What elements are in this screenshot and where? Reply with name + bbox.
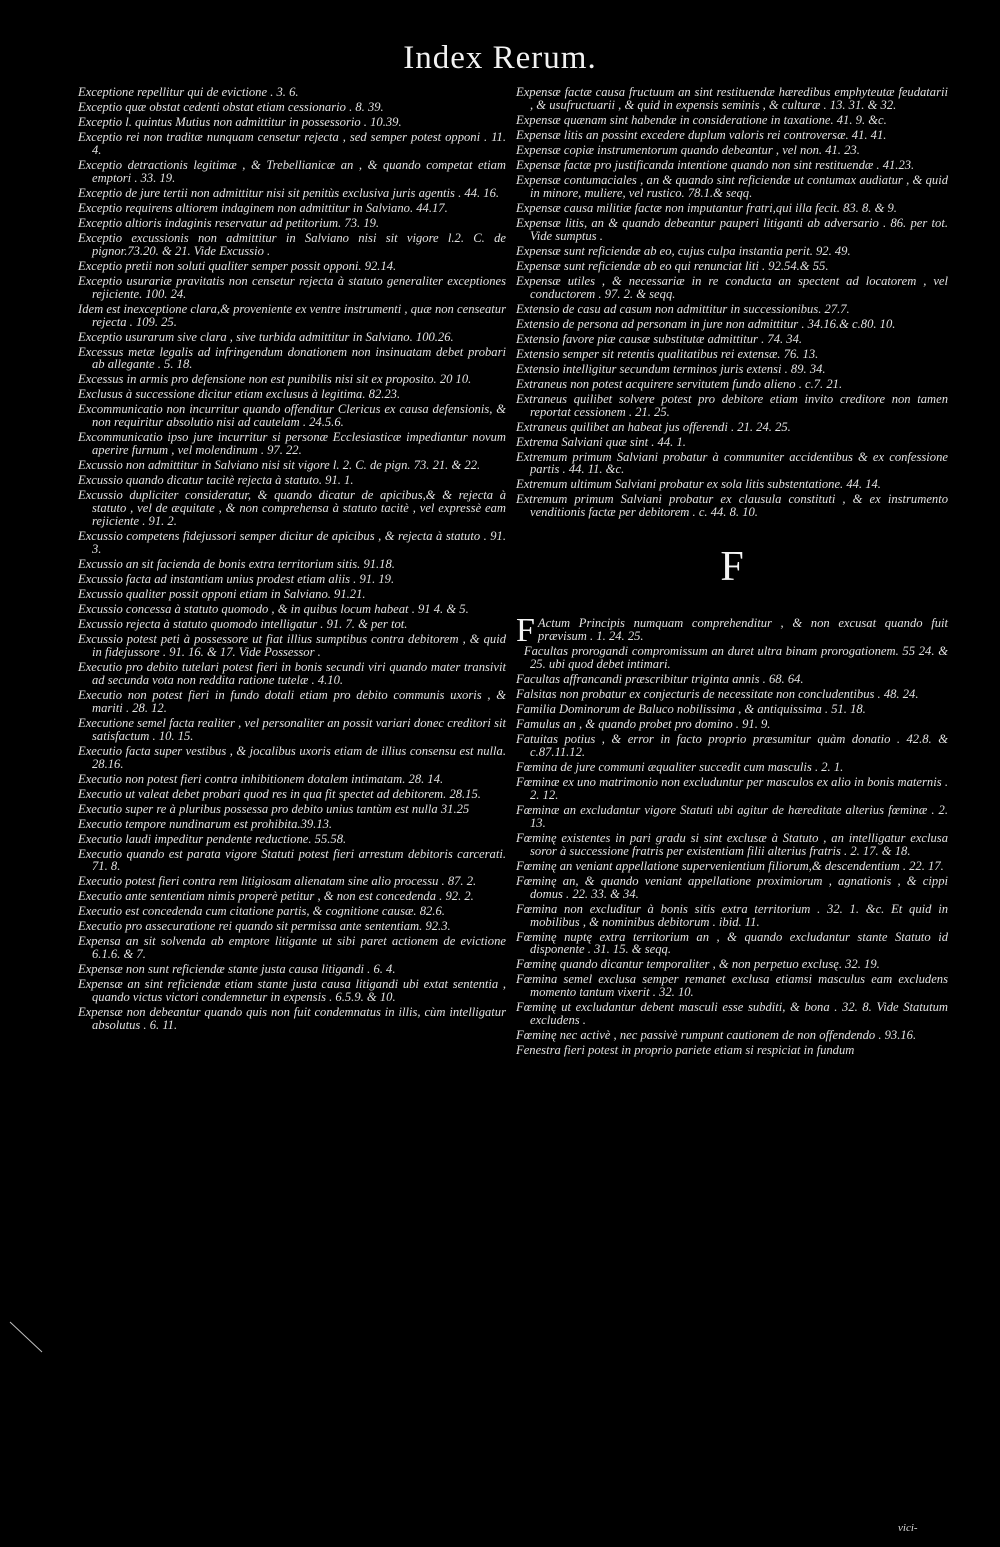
index-entry: Excussio rejecta à statuto quomodo intelligatur . 91. 7. & per tot. <box>78 616 408 631</box>
index-entry: Fenestra fieri potest in proprio pariete etiam si respiciat in fundum <box>516 1043 855 1058</box>
index-entry: Facultas affrancandi præscribitur triginta annis . 68. 64. <box>516 672 804 687</box>
index-entry: Facultas prorogandi compromissum an duret ultra binam prorogationem. 55 24. & 25. ubi quod debet intimari. <box>523 644 948 672</box>
index-entry: Falsitas non probatur ex conjecturis de necessitate non concludentibus . 48. 24. <box>516 687 919 702</box>
index-entry: Exceptio requirens altiorem indaginem non admittitur in Salviano. 44.17. <box>78 200 448 215</box>
index-entry: Executio ut valeat debet probari quod res in qua fit spectet ad debitorem. 28.15. <box>78 786 481 801</box>
index-entry: Exceptio altioris indaginis reservatur ad petitorium. 73. 19. <box>78 215 380 230</box>
index-entry: Exceptio l. quintus Mutius non admittitur in possessorio . 10.39. <box>78 115 402 129</box>
index-entry: Excessus in armis pro defensione non est punibilis nisi sit ex proposito. 20 10. <box>78 372 472 387</box>
margin-pen-stroke <box>8 1320 44 1354</box>
index-entry: Extraneus quilibet an habeat jus offerendi . 21. 24. 25. <box>516 419 791 434</box>
index-entry: Excommunicatio non incurritur quando offenditur Clericus ex causa defensionis, & non requiritur absolutio nisi ad cautelam . 24.5.6. <box>78 402 506 430</box>
index-entry: Excussio qualiter possit opponi etiam in Salviano. 91.21. <box>78 586 366 601</box>
index-entry: Fatuitas potius , & error in facto proprio præsumitur quàm donatio . 42.8. & c.87.11.12. <box>516 732 948 759</box>
index-entry: Familia Dominorum de Baluco nobilissima , & antiquissima . 51. 18. <box>516 702 866 717</box>
f-entry-list <box>516 645 948 1057</box>
index-entry: Exclusus à successione dicitur etiam exclusus à legitima. 82.23. <box>78 387 401 402</box>
index-entry: Executio non potest fieri contra inhibitionem dotalem intimatam. 28. 14. <box>78 771 444 786</box>
index-entry: Executio tempore nundinarum est prohibita.39.13. <box>78 816 333 831</box>
index-entry: Executio pro debito tutelari potest fieri in bonis secundi viri quando mater transivit ad secunda vota non reddita ratione tutelæ . 4.10. <box>78 659 506 687</box>
index-entry: Expensæ sunt reficiendæ ab eo qui renunciat liti . 92.54.& 55. <box>516 258 829 273</box>
index-entry: Exceptio quæ obstat cedenti obstat etiam cessionario . 8. 39. <box>78 100 384 114</box>
index-entry: Fœmina non excluditur à bonis sitis extra territorium . 32. 1. &c. Et quid in mobilibus , & nominibus debitorum . ibid. 11. <box>516 901 948 929</box>
index-entry: Fœminę existentes in pari gradu si sint exclusæ à Statuto , an intelligatur exclusa soror à successione fratris per existentiam filii alterius fratris . 2. 17. & 18. <box>516 830 948 858</box>
index-entry: Exceptio pretii non soluti qualiter semper possit opponi. 92.14. <box>78 258 397 273</box>
index-entry: Extensio semper sit retentis qualitatibus rei extensæ. 76. 13. <box>516 346 819 361</box>
index-entry: Expensæ an sint reficiendæ etiam stante justa causa litigandi ubi extat sententia , quando victus victori condemnetur in expensis . 6.5.9. & 10. <box>78 977 506 1005</box>
index-entry: Extensio favore piæ causæ substitutæ admittitur . 74. 34. <box>516 331 803 346</box>
index-entry: Extraneus quilibet solvere potest pro debitore etiam invito creditore non tamen reportat cessionem . 21. 25. <box>516 391 948 419</box>
index-entry: Expensæ non debeantur quando quis non fuit condemnatus in illis, cùm intelligatur absolutus . 6. 11. <box>78 1005 506 1033</box>
index-entry: Excessus metæ legalis ad infringendum donationem non insinuatam debet probari ab allegante . 5. 18. <box>78 344 506 372</box>
index-entry: Expensæ utiles , & necessariæ in re conducta an spectent ad locatorem , vel conductorem . 97. 2. & seqq. <box>516 273 948 301</box>
index-entry: Exceptio rei non traditæ nunquam censetur rejecta , sed semper potest opponi . 11. 4. <box>78 130 506 157</box>
index-entry: Fœmina de jure communi æqualiter succedit cum masculis . 2. 1. <box>516 759 844 774</box>
index-entry: Executio est concedenda cum citatione partis, & cognitione causæ. 82.6. <box>78 904 445 919</box>
index-entry: Extraneus non potest acquirere servitutem fundo alieno . c.7. 21. <box>516 376 843 391</box>
index-entry: Excussio non admittitur in Salviano nisi sit vigore l. 2. C. de pign. 73. 21. & 22. <box>78 458 481 473</box>
index-entry <box>516 612 948 650</box>
index-entry: Idem est inexceptione clara,& proveniente ex ventre instrumenti , quæ non censeatur rejecta . 109. 25. <box>78 301 506 329</box>
entry-text: Actum Principis numquam comprehenditur , & non excusat quando fuit prævisum . 1. 24. 25. <box>537 616 948 644</box>
index-entry: Expensæ contumaciales , an & quando sint reficiendæ ut contumax audiatur , & quid in minore, muliere, vel rustico. 78.1.& seqq. <box>516 172 948 200</box>
index-entry: Expensæ causa militiæ factæ non imputantur fratri,qui illa fecit. 83. 8. & 9. <box>516 200 897 215</box>
index-entry: Executio quando est parata vigore Statuti potest fieri arrestum debitoris carcerati. 71. 8. <box>78 846 506 874</box>
right-column <box>516 86 948 1059</box>
index-entry: Expensæ non sunt reficiendæ stante justa causa litigandi . 6. 4. <box>78 962 396 977</box>
index-entry: Executio pro assecuratione rei quando sit permissa ante sententiam. 92.3. <box>78 919 451 934</box>
drop-cap-letter: F <box>516 612 535 650</box>
index-entry: Fœminę quando dicantur temporaliter , & non perpetuo exclusę. 32. 19. <box>516 957 880 972</box>
index-entry: Extensio de persona ad personam in jure non admittitur . 34.16.& c.80. 10. <box>516 316 896 331</box>
index-entry: Expensæ quænam sint habendæ in consideratione in taxatione. 41. 9. &c. <box>516 112 887 127</box>
index-entry: Excussio an sit facienda de bonis extra territorium sitis. 91.18. <box>78 556 395 571</box>
section-letter-heading: F <box>720 544 744 591</box>
index-entry: Fœminæ an excludantur vigore Statuti ubi agitur de hæreditate alterius fœminæ . 2. 13. <box>516 802 948 830</box>
index-entry: Excommunicatio ipso jure incurritur si personæ Ecclesiasticæ impediantur novum aperire furnum , vel molendinum . 97. 22. <box>78 430 506 458</box>
index-entry: Exceptio excussionis non admittitur in Salviano nisi sit vigore l.2. C. de pignor.73.20. & 21. Vide Excussio . <box>78 230 506 258</box>
index-entry: Expensæ litis, an & quando debeantur pauperi litiganti ab adversario . 86. per tot. Vide sumptus . <box>516 215 948 243</box>
index-entry: Executione semel facta realiter , vel personaliter an possit variari donec creditori sit satisfactum . 10. 15. <box>78 715 506 743</box>
index-entry: Executio facta super vestibus , & jocalibus uxoris etiam de illius consensu est nulla. 28.16. <box>78 743 506 771</box>
index-entry: Extremum primum Salviani probatur à communiter accidentibus & ex confessione partis . 44. 11. &c. <box>516 449 948 477</box>
index-entry: Expensæ factæ causa fructuum an sint restituendæ hæredibus emphyteutæ feudatarii , & usufructuarii , & quid in expensis seminis , & culturæ . 13. 31. & 32. <box>516 85 948 112</box>
index-entry: Fœminę ut excludantur debent masculi esse subditi, & bona . 32. 8. Vide Statutum excludens . <box>516 1000 948 1028</box>
index-entry: Famulus an , & quando probet pro domino . 91. 9. <box>516 717 771 732</box>
index-entry: Executio super re à pluribus possessa pro debito unius tantùm est nulla 31.25 <box>78 801 470 816</box>
index-entry: Fœminę nec activè , nec passivè rumpunt cautionem de non offendendo . 93.16. <box>516 1028 917 1043</box>
index-entry: Fœminę an, & quando veniant appellatione proximiorum , agnationis , & cippi domus . 22. 33. & 34. <box>516 873 948 901</box>
index-entry: Exceptio usurarum sive clara , sive turbida admittitur in Salviano. 100.26. <box>78 329 454 344</box>
index-entry: Executio ante sententiam nimis properè petitur , & non est concedenda . 92. 2. <box>78 889 474 904</box>
index-entry: Exceptione repellitur qui de evictione . 3. 6. <box>78 85 299 99</box>
index-entry: Expensæ copiæ instrumentorum quando debeantur , vel non. 41. 23. <box>516 142 860 157</box>
index-entry: Extremum ultimum Salviani probatur ex sola litis substentatione. 44. 14. <box>516 477 881 492</box>
index-entry: Fœminę nuptę extra territorium an , & quando excludantur stante Statuto id disponente . 31. 15. & seqq. <box>516 929 948 957</box>
index-entry: Extensio intelligitur secundum terminos juris extensi . 89. 34. <box>516 361 826 376</box>
index-entry: Excussio dupliciter consideratur, & quando dicatur de apicibus,& & rejecta à statuto , vel de æquitate , & non comprehensa à statuto tacitè , vel expressè eam rejiciente . 91. 2. <box>78 488 506 529</box>
right-column-f-entries <box>516 612 948 1058</box>
index-entry: Exceptio de jure tertii non admittitur nisi sit penitùs exclusiva juris agentis . 44. 16. <box>78 185 500 200</box>
index-entry: Excussio competens fidejussori semper dicitur de apicibus , & rejecta à statuto . 91. 3. <box>78 529 506 556</box>
index-entry: Executio potest fieri contra rem litigiosam alienatam sine alio processu . 87. 2. <box>78 874 477 889</box>
index-entry: Extrema Salviani quæ sint . 44. 1. <box>516 434 686 449</box>
index-entry: Expensa an sit solvenda ab emptore litigante ut sibi paret actionem de evictione 6.1.6. & 7. <box>78 934 506 962</box>
index-entry: Extensio de casu ad casum non admittitur in successionibus. 27.7. <box>516 301 850 316</box>
right-column-e-entries <box>516 86 948 519</box>
index-entry: Fœmina semel exclusa semper remanet exclusa etiamsi masculus eam excludens momento tantum vixerit . 32. 10. <box>516 972 948 1000</box>
index-entry: Expensæ litis an possint excedere duplum valoris rei controversæ. 41. 41. <box>516 127 887 142</box>
index-entry: Expensæ factæ pro justificanda intentione quando non sint restituendæ . 41.23. <box>516 157 915 172</box>
index-entry: Excussio potest peti à possessore ut fiat illius sumptibus contra debitorem , & quid in fidejussore . 91. 16. & 17. Vide Possessor . <box>78 631 506 659</box>
catchword: vici- <box>898 1522 918 1534</box>
index-entry: Fœminę an veniant appellatione supervenientium filiorum,& descendentium . 22. 17. <box>516 858 944 873</box>
index-entry: Executio non potest fieri in fundo dotali etiam pro debito communis uxoris , & mariti . 28. 12. <box>78 687 506 715</box>
index-entry: Exceptio usurariæ pravitatis non censetur rejecta à statuto generaliter exceptiones rejiciente. 100. 24. <box>78 273 506 301</box>
index-entry: Fœminæ ex uno matrimonio non excluduntur per masculos ex alio in bonis maternis . 2. 12. <box>516 774 948 802</box>
index-entry: Excussio quando dicatur tacitè rejecta à statuto. 91. 1. <box>78 473 354 488</box>
index-entry: Expensæ sunt reficiendæ ab eo, cujus culpa instantia perit. 92. 49. <box>516 243 851 258</box>
index-entry: Executio laudi impeditur pendente reductione. 55.58. <box>78 831 347 846</box>
index-entry: Excussio facta ad instantiam unius prodest etiam aliis . 91. 19. <box>78 571 395 586</box>
left-column <box>78 86 506 1034</box>
index-entry: Excussio concessa à statuto quomodo , & in quibus locum habeat . 91 4. & 5. <box>78 601 469 616</box>
index-entry: Extremum primum Salviani probatur ex clausula constituti , & ex instrumento venditionis factæ per debitorem . c. 44. 8. 10. <box>516 492 948 520</box>
index-entry: Exceptio detractionis legitimæ , & Trebellianicæ an , & quando competat etiam emptori . 33. 19. <box>78 157 506 185</box>
page-title: Index Rerum. <box>403 40 597 76</box>
